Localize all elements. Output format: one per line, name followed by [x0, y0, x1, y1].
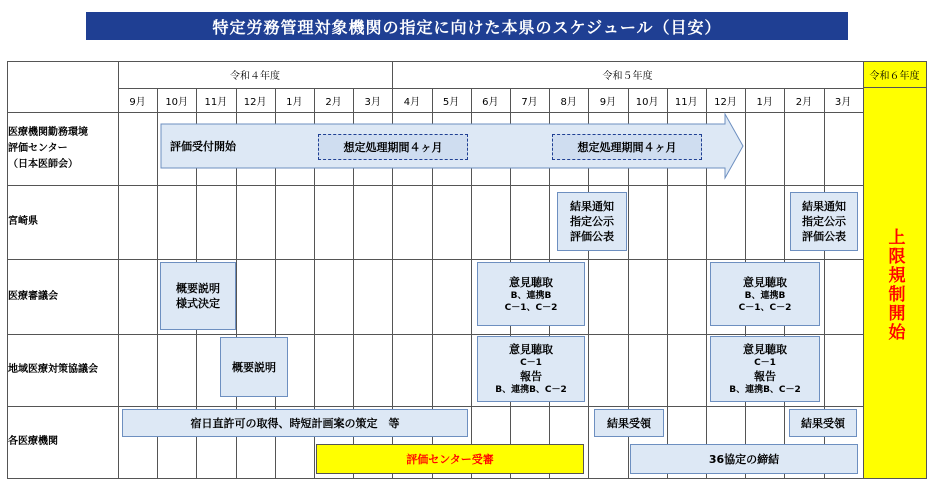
page-title: 特定労務管理対象機関の指定に向けた本県のスケジュール（目安）	[86, 12, 848, 40]
month-header: 11月	[204, 96, 228, 108]
institution-result-box-2: 結果受領	[789, 409, 857, 437]
month-header: 3月	[364, 96, 381, 108]
month-header: 10月	[635, 96, 659, 108]
council-hearing-box-2: 意見聴取 B、連携B C－1、C－2	[710, 262, 820, 326]
institution-prep-box: 宿日直許可の取得、時短計画案の策定 等	[122, 409, 468, 437]
processing-period-1: 想定処理期間４ヶ月	[318, 134, 468, 160]
month-header: 12月	[243, 96, 267, 108]
month-header: 4月	[403, 96, 421, 108]
month-header: 1月	[286, 96, 303, 108]
evaluation-review-bar: 評価センター受審	[316, 444, 584, 474]
council-overview-box: 概要説明 様式決定	[160, 262, 236, 330]
miyazaki-result-box-2: 結果通知 指定公示 評価公表	[790, 192, 858, 251]
month-header: 9月	[129, 96, 146, 108]
month-header: 2月	[325, 96, 342, 108]
upper-limit-label: 上限規制開始	[884, 228, 905, 342]
institution-result-box-1: 結果受領	[594, 409, 664, 437]
month-header: 6月	[482, 96, 499, 108]
row-label-regional: 地域医療対策協議会	[8, 364, 98, 375]
month-header: 11月	[674, 96, 698, 108]
processing-period-2: 想定処理期間４ヶ月	[552, 134, 702, 160]
month-header: 8月	[560, 96, 577, 108]
month-header: 5月	[442, 96, 460, 108]
row-label-miyazaki: 宮崎県	[8, 216, 38, 227]
agreement-36-box: 36協定の締結	[630, 444, 858, 474]
month-header: 7月	[521, 96, 538, 108]
miyazaki-result-box-1: 結果通知 指定公示 評価公表	[557, 192, 627, 251]
era-r5: 令和５年度	[602, 71, 653, 82]
month-header: 2月	[795, 96, 813, 108]
regional-overview-box: 概要説明	[220, 337, 288, 397]
month-header: 3月	[834, 96, 852, 108]
era-r6: 令和６年度	[863, 61, 926, 88]
month-header: 10月	[165, 96, 189, 108]
arrow-label: 評価受付開始	[170, 140, 236, 153]
regional-hearing-box-2: 意見聴取 C－1 報告 B、連携B、C－2	[710, 336, 820, 402]
council-hearing-box-1: 意見聴取 B、連携B C－1、C－2	[477, 262, 585, 326]
month-header: 1月	[756, 96, 773, 108]
month-header: 9月	[599, 96, 617, 108]
row-label-council: 医療審議会	[8, 290, 58, 302]
month-header: 12月	[714, 96, 737, 108]
row-label-institutions: 各医療機関	[8, 436, 58, 447]
regional-hearing-box-1: 意見聴取 C－1 報告 B、連携B、C－2	[477, 336, 585, 402]
era-r4: 令和４年度	[230, 71, 280, 82]
row-label-center: 医療機関勤務環境 評価センター （日本医師会）	[8, 126, 88, 170]
